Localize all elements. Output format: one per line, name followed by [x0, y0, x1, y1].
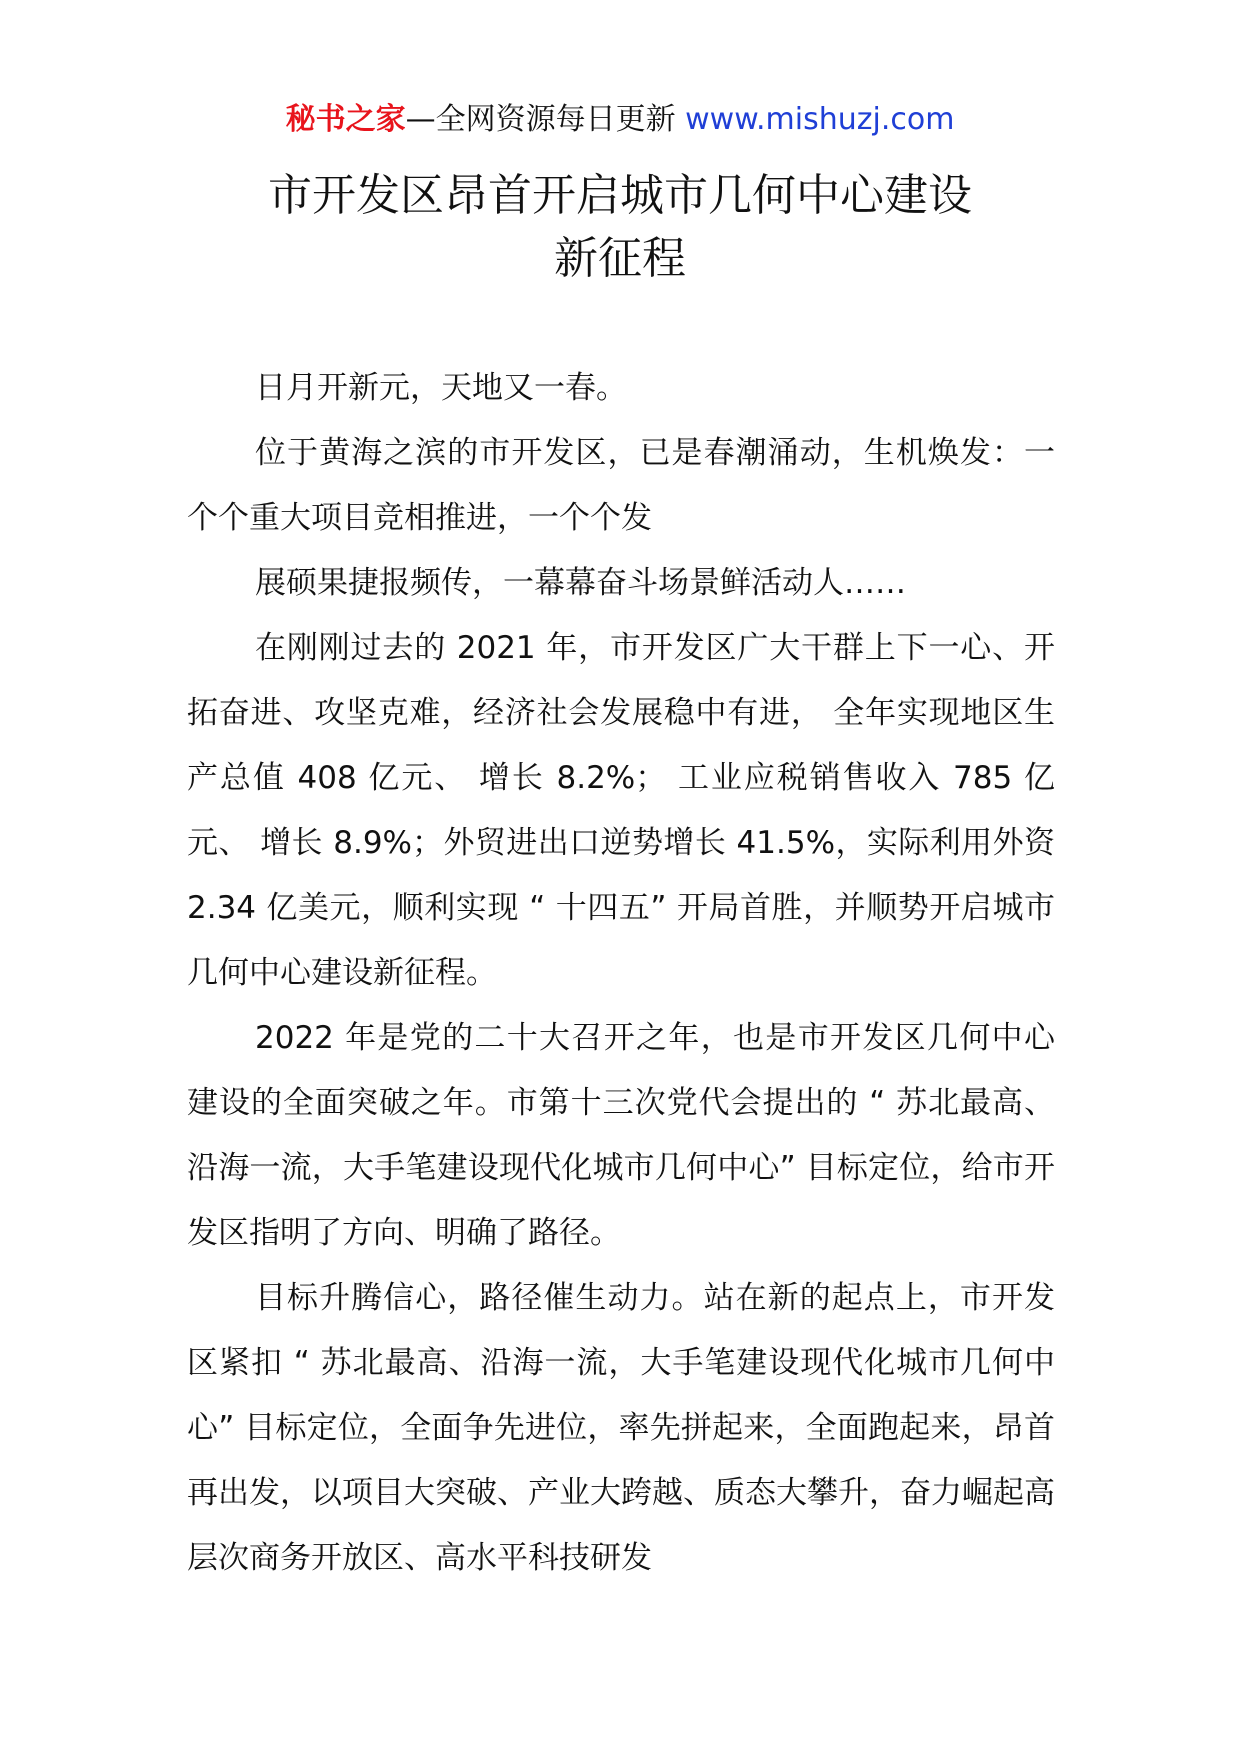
title-line-1: 市开发区昂首开启城市几何中心建设 [268, 170, 972, 221]
paragraph-5: 2022 年是党的二十大召开之年，也是市开发区几何中心建设的全面突破之年。市第十三次党代会提出的 “ 苏北最高、沿海一流，大手笔建设现代化城市几何中心” 目标定位，给市开发区指明了方向、明确了路径。 [187, 1020, 1055, 1251]
document-body [187, 356, 1055, 1591]
site-url-link[interactable]: www.mishuzj.com [685, 102, 955, 137]
site-header [0, 100, 1240, 140]
paragraph-3: 展硕果捷报频传，一幕幕奋斗场景鲜活动人…… [255, 565, 906, 601]
document-title [0, 164, 1240, 290]
paragraph-6: 目标升腾信心，路径催生动力。站在新的起点上，市开发区紧扣 “ 苏北最高、沿海一流，大手笔建设现代化城市几何中心” 目标定位，全面争先进位，率先拼起来，全面跑起来，昂首再出发，以项目大突破、产业大跨越、质态大攀升，奋力崛起高层次商务开放区、高水平科技研发 [187, 1280, 1055, 1576]
site-brand: 秘书之家 [285, 102, 406, 137]
paragraph-2: 位于黄海之滨的市开发区，已是春潮涌动，生机焕发：一个个重大项目竞相推进，一个个发 [187, 435, 1055, 536]
site-tagline: —全网资源每日更新 [405, 102, 676, 137]
paragraph-1: 日月开新元，天地又一春。 [255, 370, 627, 406]
paragraph-4: 在刚刚过去的 2021 年，市开发区广大干群上下一心、开拓奋进、攻坚克难，经济社会发展稳中有进， 全年实现地区生产总值 408 亿元、 增长 8.2%； 工业应税销售收入 785 亿元、 增长 8.9%；外贸进出口逆势增长 41.5%，实际利用外资 2.34 亿美元，顺利实现 “ 十四五” 开局首胜，并顺势开启城市几何中心建设新征程。 [187, 630, 1055, 991]
title-line-2: 新征程 [554, 233, 686, 284]
